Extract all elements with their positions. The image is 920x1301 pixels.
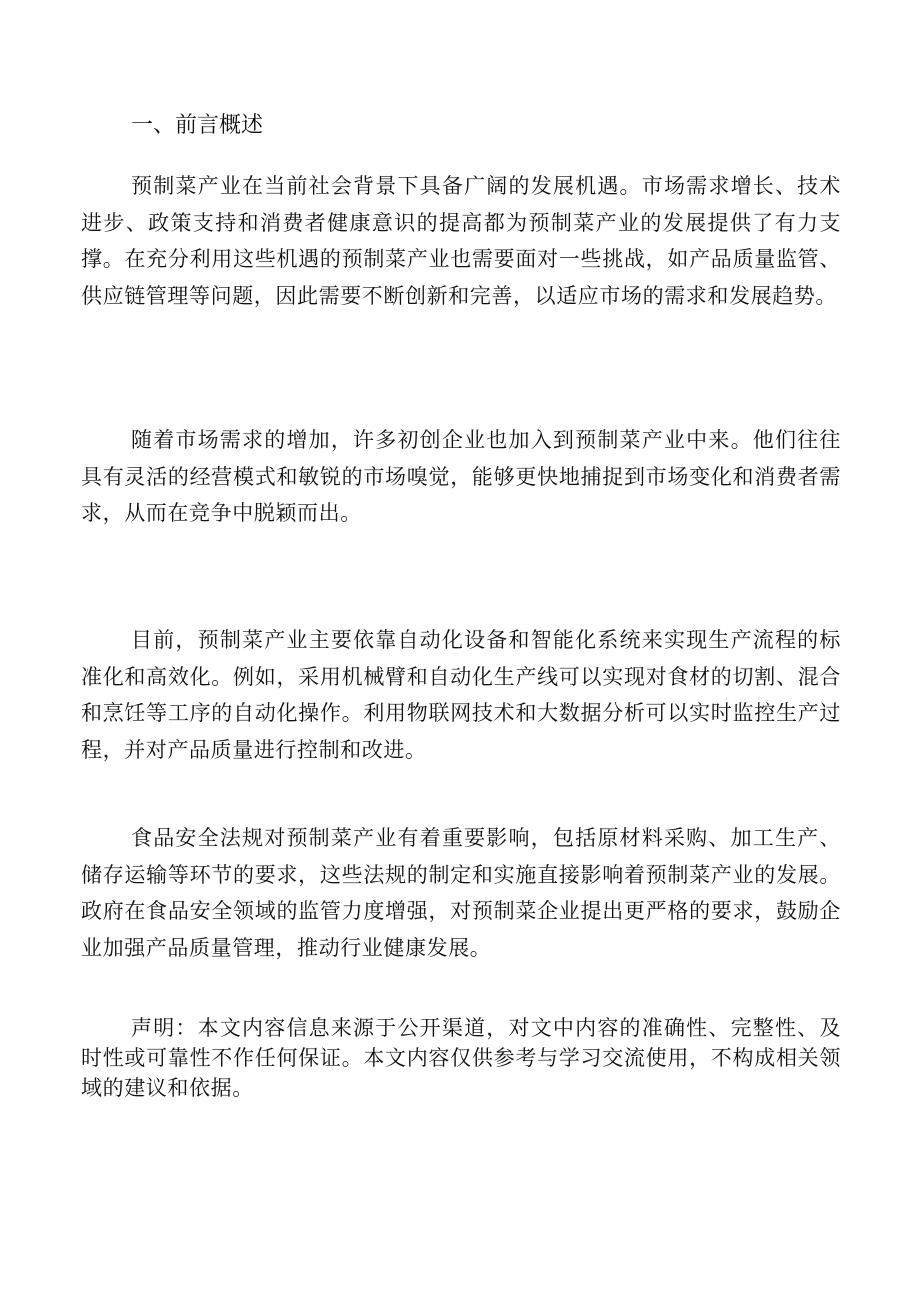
body-paragraph: 随着市场需求的增加，许多初创企业也加入到预制菜产业中来。他们往往具有灵活的经营模式和敏锐的市场嗅觉，能够更快地捕捉到市场变化和消费者需求，从而在竞争中脱颖而出。 xyxy=(81,428,841,525)
body-paragraph: 目前，预制菜产业主要依靠自动化设备和智能化系统来实现生产流程的标准化和高效化。例如，采用机械臂和自动化生产线可以实现对食材的切割、混合和烹饪等工序的自动化操作。利用物联网技术和大数据分析可以实时监控生产过程，并对产品质量进行控制和改进。 xyxy=(81,628,841,762)
section-heading: 一、前言概述 xyxy=(131,113,264,138)
disclaimer-text: 声明：本文内容信息来源于公开渠道，对文中内容的准确性、完整性、及时性或可靠性不作任何保证。本文内容仅供参考与学习交流使用，不构成相关领域的建议和依据。 xyxy=(81,1016,841,1100)
body-paragraph: 食品安全法规对预制菜产业有着重要影响，包括原材料采购、加工生产、储存运输等环节的要求，这些法规的制定和实施直接影响着预制菜产业的发展。政府在食品安全领域的监管力度增强，对预制菜企业提出更严格的要求，鼓励企业加强产品质量管理，推动行业健康发展。 xyxy=(81,826,841,960)
body-paragraph: 预制菜产业在当前社会背景下具备广阔的发展机遇。市场需求增长、技术进步、政策支持和消费者健康意识的提高都为预制菜产业的发展提供了有力支撑。在充分利用这些机遇的预制菜产业也需要面对一些挑战，如产品质量监管、供应链管理等问题，因此需要不断创新和完善，以适应市场的需求和发展趋势。 xyxy=(81,174,841,308)
